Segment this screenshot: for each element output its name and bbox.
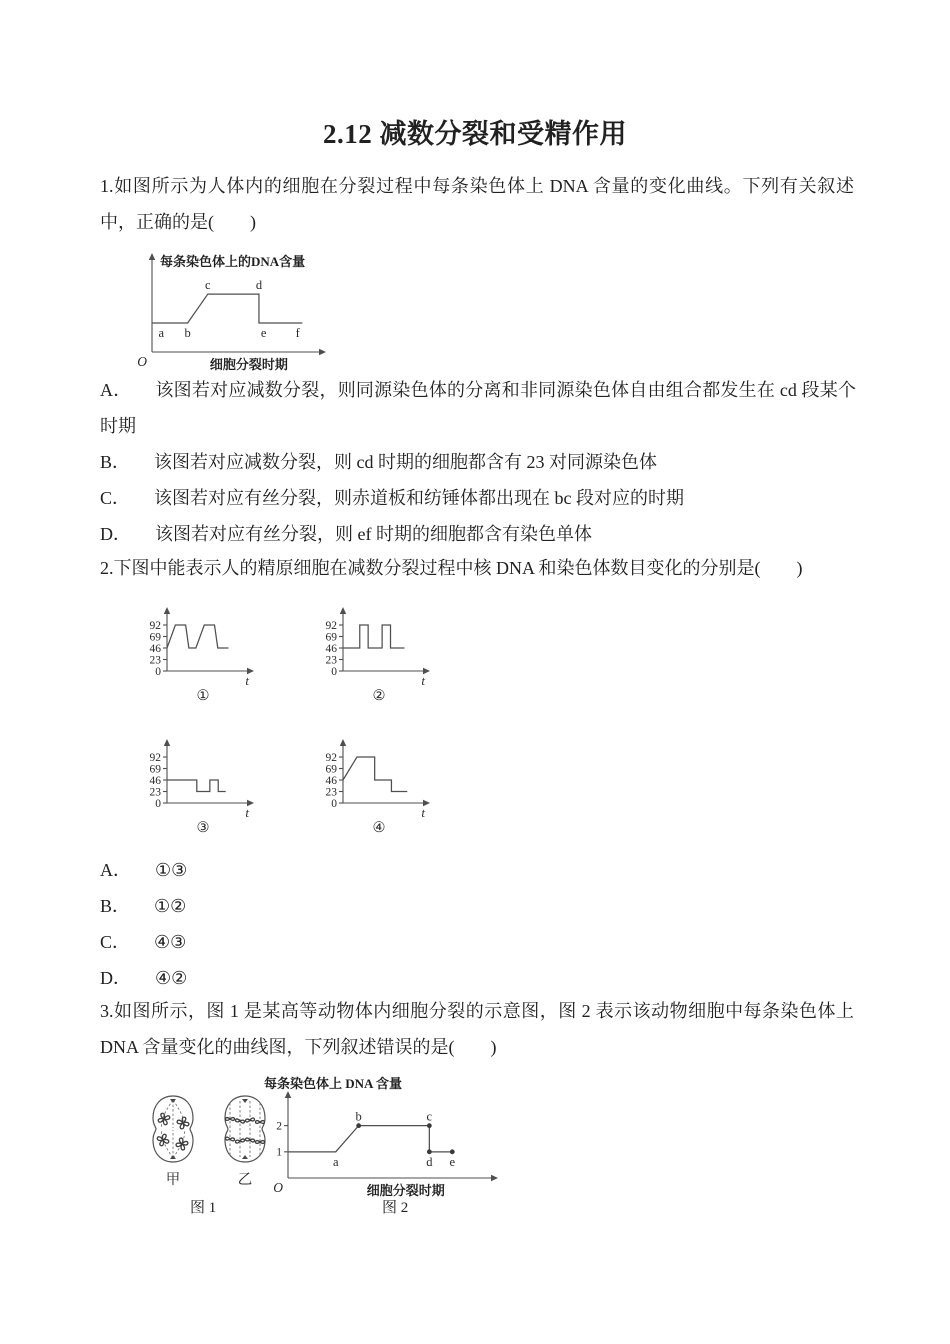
q1-option-c-label: C．: [100, 488, 131, 508]
y-tick-label: 0: [331, 797, 337, 810]
data-point: [427, 1149, 432, 1154]
point-label: a: [158, 326, 165, 341]
q2-option-d: [100, 960, 500, 996]
data-point: [450, 1149, 455, 1154]
data-point: [356, 1123, 361, 1128]
y-tick-label: 46: [325, 774, 337, 787]
data-curve: [343, 757, 407, 792]
chromosome: [175, 1137, 189, 1151]
y-tick-label: 46: [149, 774, 161, 787]
y-tick-label: 46: [149, 642, 161, 655]
spindle-pole-bottom: [170, 1155, 176, 1159]
q2-option-d-text: ④②: [155, 968, 188, 988]
y-tick-label: 69: [149, 631, 161, 644]
y-axis-arrow: [164, 607, 170, 614]
point-label: c: [426, 1109, 433, 1124]
question-1-text: 1.如图所示为人体内的细胞在分裂过程中每条染色体上 DNA 含量的变化曲线。下列有关叙述中，正确的是( ): [100, 176, 854, 232]
origin-label: O: [273, 1180, 283, 1195]
y-axis-arrow: [285, 1091, 291, 1098]
q1-option-c: [100, 480, 856, 516]
chromosome: [245, 1118, 254, 1122]
y-tick-label: 2: [276, 1120, 282, 1133]
figure1-cell-division-diagram: [142, 1094, 277, 1189]
y-tick-label: 92: [149, 751, 161, 764]
q2-option-b-text: ①②: [154, 896, 187, 916]
x-axis-label: 细胞分裂时期: [366, 1183, 445, 1198]
q2-option-c-text: ④③: [154, 932, 187, 952]
y-axis-arrow: [340, 607, 346, 614]
y-tick-label: 23: [149, 786, 161, 799]
point-label: d: [255, 278, 263, 293]
cell-yi: [225, 1096, 265, 1162]
q1-option-a: [100, 372, 856, 444]
y-tick-label: 69: [325, 631, 337, 644]
spindle-pole-bottom: [242, 1155, 248, 1159]
y-tick-label: 0: [155, 665, 161, 678]
question-3-text: 3.如图所示，图 1 是某高等动物体内细胞分裂的示意图，图 2 表示该动物细胞中每条染色体上 DNA 含量变化的曲线图，下列叙述错误的是( ): [100, 1001, 854, 1057]
x-axis-arrow: [491, 1175, 498, 1181]
question-1-options: [100, 372, 856, 552]
x-axis-label: t: [245, 673, 249, 688]
cell-jia-label: 甲: [165, 1172, 181, 1188]
q2-option-c-label: C．: [100, 932, 131, 952]
y-tick-label: 1: [276, 1146, 282, 1159]
q1-option-c-text: 该图若对应有丝分裂，则赤道板和纺锤体都出现在 bc 段对应的时期: [154, 488, 685, 508]
y-axis-arrow: [149, 253, 155, 260]
question-2-text: 2.下图中能表示人的精原细胞在减数分裂过程中核 DNA 和染色体数目变化的分别是( ): [100, 558, 803, 578]
chart-caption: ①: [196, 688, 210, 704]
y-tick-label: 92: [149, 619, 161, 632]
point-label: b: [184, 326, 191, 341]
x-axis-arrow: [319, 349, 326, 355]
q1-option-d-text: 该图若对应有丝分裂，则 ef 时期的细胞都含有染色单体: [155, 524, 592, 544]
figure2-dna-per-chromosome-chart: [260, 1076, 495, 1210]
data-curve: [288, 1126, 452, 1152]
y-tick-label: 92: [325, 751, 337, 764]
data-curve: [343, 625, 404, 648]
q1-option-d-label: D．: [100, 524, 131, 544]
y-tick-label: 23: [325, 786, 337, 799]
point-label: d: [426, 1154, 433, 1169]
q1-dna-per-chromosome-chart: [138, 248, 323, 370]
q2-graph-4: [316, 734, 428, 834]
chart-title: 每条染色体上的DNA含量: [160, 254, 306, 269]
x-axis-label: 细胞分裂时期: [209, 357, 288, 372]
q2-option-d-label: D．: [100, 968, 131, 988]
data-curve: [167, 625, 228, 648]
point-label: a: [332, 1154, 339, 1169]
data-curve: [167, 780, 226, 792]
spindle-pole-top: [242, 1099, 248, 1103]
q2-graph-3: [140, 734, 252, 834]
q2-option-b: [100, 888, 500, 924]
point-label: f: [295, 326, 300, 341]
cell-jia: [153, 1096, 193, 1162]
point-label: e: [449, 1154, 456, 1169]
question-2-options: [100, 852, 500, 996]
chromosome: [156, 1111, 171, 1126]
y-axis-arrow: [340, 739, 346, 746]
q1-option-b-label: B．: [100, 452, 131, 472]
y-axis-arrow: [164, 739, 170, 746]
chart-caption: ②: [372, 688, 386, 704]
y-tick-label: 92: [325, 619, 337, 632]
page-title: 2.12 减数分裂和受精作用: [323, 119, 627, 149]
q1-option-a-label: A．: [100, 380, 132, 400]
q2-option-a-label: A．: [100, 860, 131, 880]
point-label: c: [205, 278, 211, 293]
chart-caption: ④: [372, 820, 386, 836]
q1-option-a-text: 该图若对应减数分裂，则同源染色体的分离和非同源染色体自由组合都发生在 cd 段某个时期: [100, 380, 856, 436]
q2-option-b-label: B．: [100, 896, 131, 916]
x-axis-label: t: [421, 673, 425, 688]
q1-option-b-text: 该图若对应减数分裂，则 cd 时期的细胞都含有 23 对同源染色体: [154, 452, 658, 472]
y-tick-label: 23: [149, 654, 161, 667]
data-curve: [152, 294, 302, 323]
y-tick-label: 23: [325, 654, 337, 667]
y-tick-label: 0: [331, 665, 337, 678]
q2-option-c: [100, 924, 500, 960]
point-label: b: [355, 1109, 362, 1124]
data-point: [427, 1123, 432, 1128]
q1-option-b: [100, 444, 856, 480]
chart-title: 每条染色体上 DNA 含量: [264, 1076, 402, 1091]
q2-option-a-text: ①③: [155, 860, 188, 880]
x-axis-label: t: [245, 805, 249, 820]
q2-graph-2: [316, 602, 428, 702]
figure1-caption: 图 1: [190, 1200, 217, 1216]
q1-option-d: [100, 516, 856, 552]
figure2-caption: 图 2: [382, 1200, 409, 1216]
y-tick-label: 0: [155, 797, 161, 810]
y-tick-label: 46: [325, 642, 337, 655]
chromosome: [176, 1116, 191, 1131]
origin-label: O: [137, 354, 147, 369]
cell-yi-label: 乙: [237, 1172, 253, 1188]
y-tick-label: 69: [149, 763, 161, 776]
chromosome: [155, 1132, 170, 1147]
spindle-pole-top: [170, 1099, 176, 1103]
point-label: e: [260, 326, 267, 341]
chart-caption: ③: [196, 820, 210, 836]
y-tick-label: 69: [325, 763, 337, 776]
q2-graph-1: [140, 602, 252, 702]
x-axis-label: t: [421, 805, 425, 820]
q2-option-a: [100, 852, 500, 888]
